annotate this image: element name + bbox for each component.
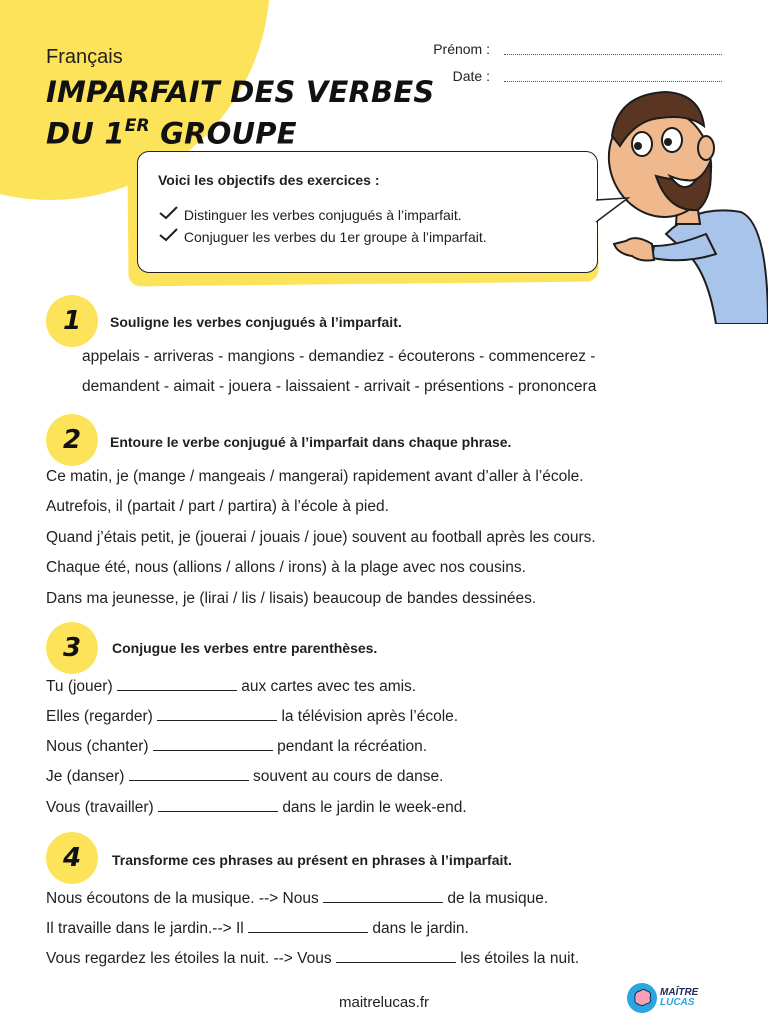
fill-in-rest: de la musique. (447, 890, 549, 907)
fill-in-line (46, 767, 443, 786)
answer-blank[interactable] (117, 677, 237, 691)
name-field[interactable] (504, 41, 722, 57)
title-line-2 (46, 110, 434, 152)
answer-blank[interactable] (153, 737, 273, 751)
word-list-line: demandent - aimait - jouera - laissaient - arrivait - présentions - prononcera (82, 378, 597, 395)
logo-line-1: MAÎTRE (660, 987, 699, 998)
fill-in-rest: pendant la récréation. (277, 738, 428, 755)
title-superscript: ER (124, 116, 150, 136)
fill-in-prompt: Vous regardez les étoiles la nuit. --> Vous (46, 950, 332, 967)
fill-in-rest: les étoiles la nuit. (460, 950, 580, 967)
fill-in-line (46, 949, 579, 968)
answer-blank[interactable] (336, 949, 456, 963)
exercise-instruction: Conjugue les verbes entre parenthèses. (112, 640, 378, 656)
answer-blank[interactable] (157, 707, 277, 721)
sentence-line: Quand j’étais petit, je (jouerai / jouais / joue) souvent au football après les cours. (46, 529, 596, 546)
objectives-box (137, 151, 598, 273)
objective-item (158, 228, 487, 245)
fill-in-line (46, 889, 548, 908)
fill-in-rest: aux cartes avec tes amis. (241, 678, 417, 695)
objective-text: Distinguer les verbes conjugués à l’imparfait. (183, 207, 462, 223)
name-label: Prénom : (433, 41, 490, 57)
exercise-instruction: Transforme ces phrases au présent en phrases à l’imparfait. (112, 852, 512, 868)
fill-in-prompt: Elles (regarder) (46, 708, 153, 725)
exercise-number-1: 1 (46, 295, 98, 347)
fill-in-prompt: Nous écoutons de la musique. --> Nous (46, 890, 319, 907)
fill-in-rest: la télévision après l’école. (281, 708, 459, 725)
fill-in-line (46, 919, 469, 938)
speech-bubble-tail (594, 196, 630, 226)
fill-in-rest: dans le jardin le week-end. (282, 799, 467, 816)
fill-in-prompt: Je (danser) (46, 768, 125, 785)
fill-in-line (46, 737, 427, 756)
objective-item (158, 206, 462, 223)
date-field[interactable] (504, 68, 722, 84)
worksheet-title (46, 74, 434, 152)
fill-in-prompt: Vous (travailler) (46, 799, 154, 816)
exercise-number-2: 2 (46, 414, 98, 466)
exercise-instruction: Souligne les verbes conjugués à l’imparfait. (110, 314, 402, 330)
exercise-number-3: 3 (46, 622, 98, 674)
title-line-2-main: DU 1 (46, 116, 125, 151)
brain-logo-icon (626, 982, 658, 1014)
fill-in-line (46, 707, 458, 726)
footer-website: maitrelucas.fr (338, 994, 430, 1011)
date-label: Date : (452, 68, 490, 84)
fill-in-rest: dans le jardin. (372, 920, 469, 937)
fill-in-line (46, 798, 467, 817)
objectives-title: Voici les objectifs des exercices : (158, 172, 380, 188)
title-line-2-end: GROUPE (149, 116, 297, 151)
fill-in-prompt: Tu (jouer) (46, 678, 113, 695)
sentence-line: Chaque été, nous (allions / allons / irons) à la plage avec nos cousins. (46, 559, 526, 576)
answer-blank[interactable] (323, 889, 443, 903)
maitre-lucas-logo (660, 988, 698, 1008)
logo-line-2: LUCAS (660, 997, 695, 1008)
subject-label: Français (46, 46, 123, 68)
title-line-1: IMPARFAIT DES VERBES (46, 75, 435, 109)
objective-text: Conjuguer les verbes du 1er groupe à l’imparfait. (183, 229, 487, 245)
fill-in-line (46, 677, 416, 696)
answer-blank[interactable] (248, 919, 368, 933)
answer-blank[interactable] (129, 767, 249, 781)
fill-in-prompt: Nous (chanter) (46, 738, 149, 755)
checkmark-icon (158, 228, 180, 242)
sentence-line: Autrefois, il (partait / part / partira) à l’école à pied. (46, 498, 389, 515)
fill-in-rest: souvent au cours de danse. (253, 768, 444, 785)
sentence-line: Dans ma jeunesse, je (lirai / lis / lisais) beaucoup de bandes dessinées. (46, 590, 537, 607)
sentence-line: Ce matin, je (mange / mangeais / mangerai) rapidement avant d’aller à l’école. (46, 468, 584, 485)
fill-in-prompt: Il travaille dans le jardin.--> Il (46, 920, 244, 937)
exercise-number-4: 4 (46, 832, 98, 884)
answer-blank[interactable] (158, 798, 278, 812)
word-list-line: appelais - arriveras - mangions - demandiez - écouterons - commencerez - (82, 348, 596, 365)
checkmark-icon (158, 206, 180, 220)
exercise-instruction: Entoure le verbe conjugué à l’imparfait dans chaque phrase. (110, 434, 512, 450)
